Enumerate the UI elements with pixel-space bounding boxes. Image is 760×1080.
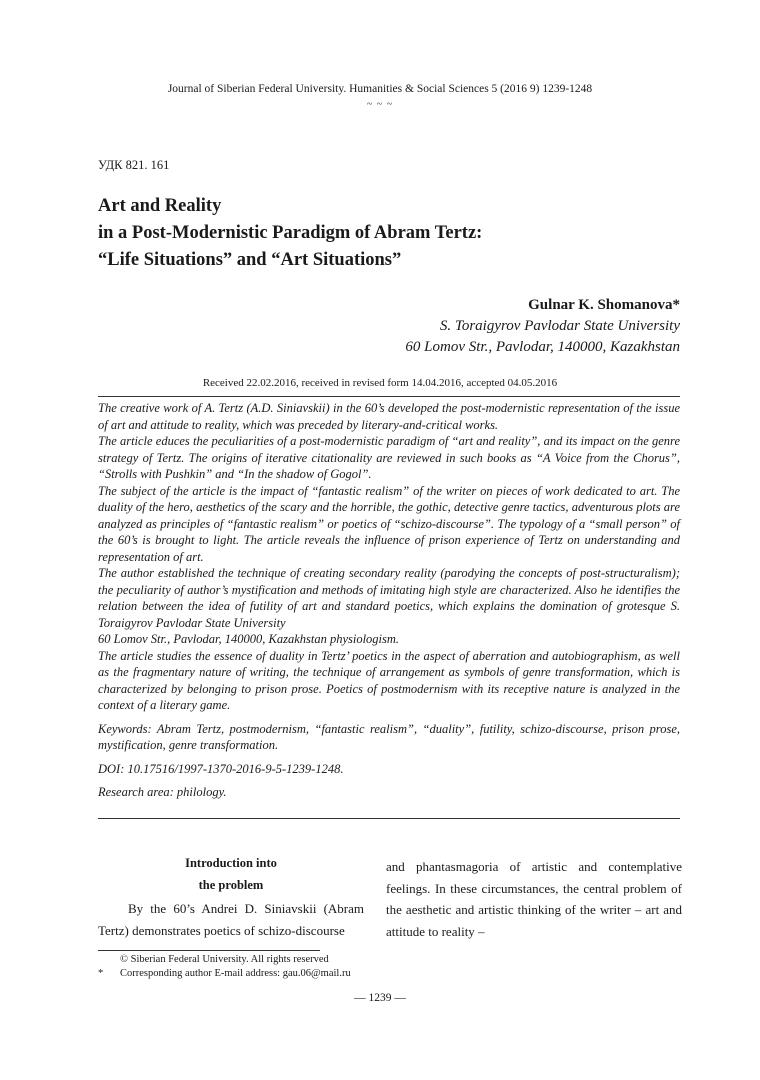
copyright-text: © Siberian Federal University. All rights reserved xyxy=(120,954,329,965)
footnote-copyright xyxy=(98,953,351,967)
abstract-paragraph: The creative work of A. Tertz (A.D. Siniavskii) in the 60’s developed the post-modernistic representation of the issue of art and attitude to reality, which was preceded by literary-and-critical works. xyxy=(98,401,680,432)
research-area: Research area: philology. xyxy=(98,785,227,799)
received-dates: Received 22.02.2016, received in revised form 14.04.2016, accepted 04.05.2016 xyxy=(202,377,558,389)
author-affiliation: S. Toraigyrov Pavlodar State University xyxy=(439,318,680,334)
body-paragraph-left xyxy=(98,898,364,941)
title-line-2: in a Post-Modernistic Paradigm of Abram Tertz: xyxy=(98,223,483,243)
abstract-bottom-rule xyxy=(98,818,680,819)
section-heading-line-2: the problem xyxy=(198,878,264,892)
author-name: Gulnar K. Shomanova* xyxy=(528,297,680,313)
doi: DOI: 10.17516/1997-1370-2016-9-5-1239-1248. xyxy=(98,761,344,776)
abstract-paragraph: The article educes the peculiarities of a post-modernistic paradigm of “art and reality”, and its impact on the genre strategy of Tertz. The origins of iterative citationality are reviewed in such books as “A Voice from the Chorus”, “Strolls with Pushkin” and “In the shadow of Gogol”. xyxy=(98,434,680,481)
journal-header: Journal of Siberian Federal University. Humanities & Social Sciences 5 (2016 9) 1239-1248 xyxy=(167,83,593,95)
footnote-star: * xyxy=(98,968,104,979)
footnotes xyxy=(98,953,351,981)
corresponding-email: Corresponding author E-mail address: gau.06@mail.ru xyxy=(120,968,351,979)
abstract-paragraph: The author established the technique of creating secondary reality (parodying the concepts of post-structuralism); the peculiarity of author’s mystification and methods of imitating high style are characterized. Also he identifies the relation between the idea of futility of art and standard poetics, which explains the domination of grotesque S. Toraigyrov Pavlodar State University xyxy=(98,566,680,630)
abstract-paragraph: 60 Lomov Str., Pavlodar, 140000, Kazakhstan physiologism. xyxy=(98,632,400,646)
page-number: — 1239 — xyxy=(354,992,406,1004)
abstract-top-rule xyxy=(98,396,680,397)
footnote-corresponding xyxy=(98,967,351,981)
section-heading-line-1: Introduction into xyxy=(185,856,277,870)
udk-code: УДК 821. 161 xyxy=(98,158,170,172)
title-line-3: “Life Situations” and “Art Situations” xyxy=(98,250,402,270)
abstract xyxy=(98,400,680,801)
keywords: Keywords: Abram Tertz, postmodernism, “fantastic realism”, “duality”, futility, schizo-discourse, prison prose, mystification, genre transformation. xyxy=(98,721,680,752)
body-column-left xyxy=(98,852,364,941)
body-column-right: and phantasmagoria of artistic and contemplative feelings. In these circumstances, the central problem of the aesthetic and artistic thinking of the writer – art and attitude to reality – xyxy=(386,859,682,939)
abstract-paragraph: The article studies the essence of duality in Tertz’ poetics in the aspect of aberration and autobiographism, as well as the fragmentary nature of writing, the technique of arrangement as symbols of genre transformation, which is characterized by belonging to prison prose. Poetics of postmodernism with its receptive nature is analyzed in the context of a literary game. xyxy=(98,648,680,712)
footnote-rule xyxy=(98,950,320,951)
header-ornament: ~ ~ ~ xyxy=(366,99,394,110)
author-address: 60 Lomov Str., Pavlodar, 140000, Kazakhstan xyxy=(405,339,680,355)
author-block xyxy=(405,295,680,358)
title-line-1: Art and Reality xyxy=(98,196,222,216)
article-title xyxy=(98,193,688,274)
body-text-left: By the 60’s Andrei D. Siniavskii (Abram Tertz) demonstrates poetics of schizo-discourse xyxy=(98,901,364,938)
abstract-paragraph: The subject of the article is the impact of “fantastic realism” of the writer on pieces of work dedicated to art. The duality of the hero, aesthetics of the scary and the horrible, the gothic, detective genre tactics, adventurous plots are analyzed as principles of “fantastic realism” or poetics of “schizo-discourse”. The typology of a “small person” of the 60’s is brought to light. The article reveals the influence of prison experience of Tertz on understanding and representation of art. xyxy=(98,483,680,564)
section-heading xyxy=(98,852,364,896)
